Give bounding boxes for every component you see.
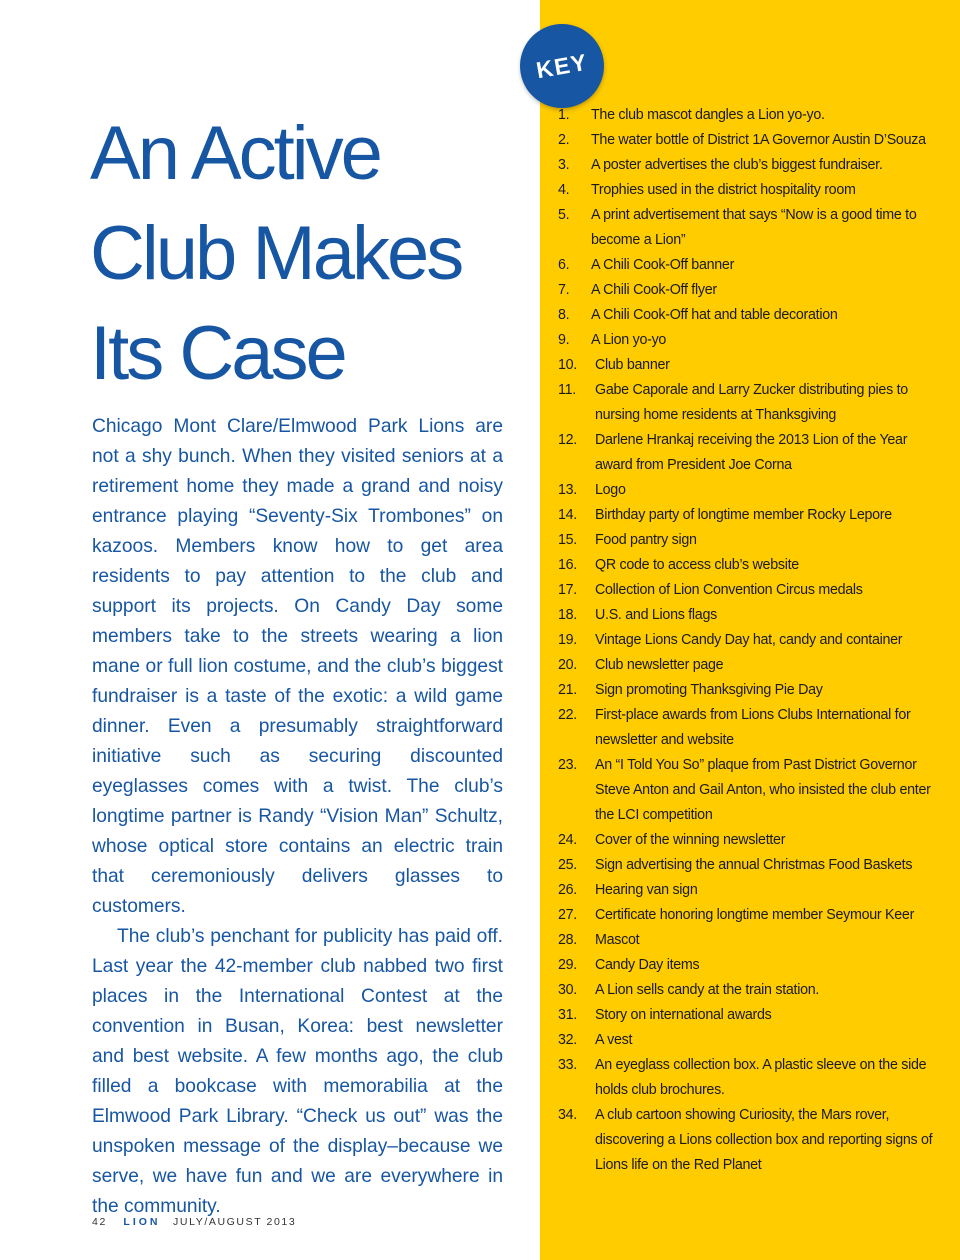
- key-item: [558, 1028, 938, 1053]
- page-footer: [92, 1216, 296, 1228]
- key-item: [558, 478, 938, 503]
- key-badge-label: KEY: [534, 48, 590, 83]
- key-item-number: 1.: [558, 107, 570, 123]
- key-item: [558, 903, 938, 928]
- key-item: [558, 828, 938, 853]
- key-item-text: Collection of Lion Convention Circus medals: [595, 582, 863, 598]
- key-item-number: 20.: [558, 657, 577, 673]
- article-body: [92, 412, 503, 1222]
- key-item: [558, 628, 938, 653]
- key-item: [558, 428, 938, 478]
- key-item-number: 29.: [558, 957, 577, 973]
- key-item-number: 14.: [558, 507, 577, 523]
- key-item-text: A Chili Cook-Off hat and table decoration: [591, 307, 838, 323]
- headline-line-2: Club Makes: [90, 211, 462, 296]
- key-item-text: Club newsletter page: [595, 657, 724, 673]
- headline-line-3: Its Case: [90, 311, 345, 396]
- key-item-number: 4.: [558, 182, 570, 198]
- key-item: [558, 853, 938, 878]
- key-item-number: 25.: [558, 857, 577, 873]
- key-item: [558, 378, 938, 428]
- key-item-number: 18.: [558, 607, 577, 623]
- key-item-text: A Chili Cook-Off flyer: [591, 282, 717, 298]
- key-item-number: 34.: [558, 1107, 577, 1123]
- key-item: [558, 328, 938, 353]
- key-item-number: 30.: [558, 982, 577, 998]
- key-item-text: A Lion sells candy at the train station.: [595, 982, 820, 998]
- article-headline: [90, 104, 530, 404]
- key-item: [558, 978, 938, 1003]
- key-item-number: 10.: [558, 357, 577, 373]
- key-item-text: A club cartoon showing Curiosity, the Mars rover, discovering a Lions collection box and reporting signs of Lions life on the Red Planet: [595, 1107, 933, 1173]
- issue-date: JULY/AUGUST 2013: [173, 1216, 297, 1228]
- key-item: [558, 553, 938, 578]
- page-number: 42: [92, 1216, 107, 1228]
- headline-line-1: An Active: [90, 111, 380, 196]
- key-item-text: The water bottle of District 1A Governor Austin D’Souza: [591, 132, 926, 148]
- key-item-text: A vest: [595, 1032, 633, 1048]
- key-item: [558, 603, 938, 628]
- key-item: [558, 103, 938, 128]
- key-item: [558, 653, 938, 678]
- key-item-number: 21.: [558, 682, 577, 698]
- key-item: [558, 303, 938, 328]
- key-item-text: Mascot: [595, 932, 640, 948]
- key-item: [558, 878, 938, 903]
- magazine-name: LION: [123, 1216, 161, 1228]
- key-item: [558, 278, 938, 303]
- key-item-number: 15.: [558, 532, 577, 548]
- key-item-text: Darlene Hrankaj receiving the 2013 Lion of the Year award from President Joe Corna: [595, 432, 908, 473]
- key-item-text: Logo: [595, 482, 626, 498]
- key-item-text: The club mascot dangles a Lion yo-yo.: [591, 107, 825, 123]
- key-item-number: 6.: [558, 257, 570, 273]
- key-item: [558, 178, 938, 203]
- body-paragraph-2: The club’s penchant for publicity has paid off. Last year the 42-member club nabbed two first places in the International Contest at the convention in Busan, Korea: best newsletter and best website. A few months ago, the club filled a bookcase with memorabilia at the Elmwood Park Library. “Check us out” was the unspoken message of the display–because we serve, we have fun and we are everywhere in the community.: [92, 926, 503, 1217]
- key-item-text: Certificate honoring longtime member Seymour Keer: [595, 907, 915, 923]
- key-item-text: Hearing van sign: [595, 882, 698, 898]
- key-item: [558, 253, 938, 278]
- key-item-text: An eyeglass collection box. A plastic sleeve on the side holds club brochures.: [595, 1057, 927, 1098]
- key-item-number: 27.: [558, 907, 577, 923]
- key-item-number: 33.: [558, 1057, 577, 1073]
- key-item-number: 32.: [558, 1032, 577, 1048]
- key-item-number: 7.: [558, 282, 570, 298]
- key-item: [558, 703, 938, 753]
- key-item-number: 17.: [558, 582, 577, 598]
- key-item-number: 3.: [558, 157, 570, 173]
- key-item: [558, 678, 938, 703]
- key-item-number: 12.: [558, 432, 577, 448]
- key-item-number: 23.: [558, 757, 577, 773]
- key-item-text: A print advertisement that says “Now is a good time to become a Lion”: [591, 207, 917, 248]
- key-item-text: Club banner: [595, 357, 670, 373]
- key-item-text: Candy Day items: [595, 957, 700, 973]
- key-item: [558, 128, 938, 153]
- key-item: [558, 953, 938, 978]
- key-item-text: Trophies used in the district hospitality room: [591, 182, 856, 198]
- key-item-number: 28.: [558, 932, 577, 948]
- key-list: [558, 103, 938, 1178]
- key-item-number: 16.: [558, 557, 577, 573]
- key-item-text: A Lion yo-yo: [591, 332, 667, 348]
- key-item-text: First-place awards from Lions Clubs International for newsletter and website: [595, 707, 911, 748]
- key-item-text: Sign promoting Thanksgiving Pie Day: [595, 682, 823, 698]
- key-item-number: 26.: [558, 882, 577, 898]
- key-item: [558, 928, 938, 953]
- key-item-number: 19.: [558, 632, 577, 648]
- key-item-number: 5.: [558, 207, 570, 223]
- body-paragraph-1: Chicago Mont Clare/Elmwood Park Lions are not a shy bunch. When they visited seniors at a retirement home they made a grand and noisy entrance playing “Seventy-Six Trombones” on kazoos. Members know how to get area residents to pay attention to the club and support its projects. On Candy Day some members take to the streets wearing a lion mane or full lion costume, and the club’s biggest fundraiser is a taste of the exotic: a wild game dinner. Even a presumably straightforward initiative such as securing discounted eyeglasses comes with a twist. The club’s longtime partner is Randy “Vision Man” Schultz, whose optical store contains an electric train that ceremoniously delivers glasses to customers.: [92, 416, 503, 917]
- key-item: [558, 1103, 938, 1178]
- key-item-text: Gabe Caporale and Larry Zucker distributing pies to nursing home residents at Thanksgiving: [595, 382, 908, 423]
- key-item-number: 22.: [558, 707, 577, 723]
- key-item-text: Story on international awards: [595, 1007, 772, 1023]
- key-item-number: 9.: [558, 332, 570, 348]
- key-item-number: 11.: [558, 382, 576, 398]
- key-item: [558, 753, 938, 828]
- key-item-text: Food pantry sign: [595, 532, 697, 548]
- key-item: [558, 1053, 938, 1103]
- key-item-number: 2.: [558, 132, 570, 148]
- key-item-text: U.S. and Lions flags: [595, 607, 717, 623]
- key-item-text: Sign advertising the annual Christmas Food Baskets: [595, 857, 913, 873]
- key-item-text: Vintage Lions Candy Day hat, candy and container: [595, 632, 903, 648]
- key-item-text: A poster advertises the club’s biggest fundraiser.: [591, 157, 883, 173]
- key-item: [558, 503, 938, 528]
- key-item: [558, 203, 938, 253]
- key-item-number: 13.: [558, 482, 577, 498]
- key-item: [558, 528, 938, 553]
- key-item: [558, 578, 938, 603]
- key-item-text: QR code to access club’s website: [595, 557, 799, 573]
- key-item-number: 24.: [558, 832, 577, 848]
- key-item: [558, 353, 938, 378]
- key-item-text: An “I Told You So” plaque from Past District Governor Steve Anton and Gail Anton, who insisted the club enter the LCI competition: [595, 757, 931, 823]
- key-item-number: 31.: [558, 1007, 577, 1023]
- key-item-text: A Chili Cook-Off banner: [591, 257, 735, 273]
- key-item-number: 8.: [558, 307, 570, 323]
- key-item-text: Birthday party of longtime member Rocky Lepore: [595, 507, 892, 523]
- key-item-text: Cover of the winning newsletter: [595, 832, 786, 848]
- key-item: [558, 153, 938, 178]
- key-item: [558, 1003, 938, 1028]
